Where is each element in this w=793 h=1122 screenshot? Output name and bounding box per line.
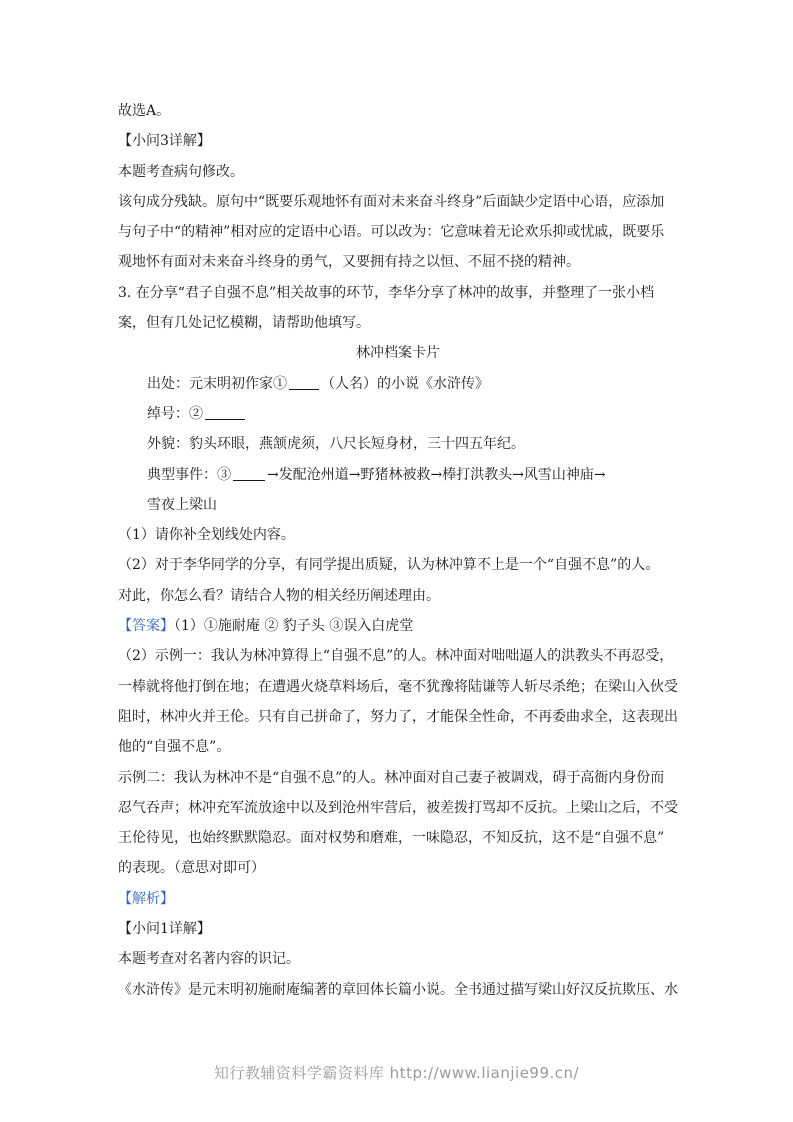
sub-question: （2）对于李华同学的分享，有同学提出质疑，认为林冲算不上是一个“自强不息”的人。	[118, 557, 660, 574]
card-source: 出处：元末明初作家① （人名）的小说《水浒传》	[147, 375, 489, 392]
text-line: 本题考查对名著内容的识记。	[118, 951, 300, 968]
text-line: 《水浒传》是元末明初施耐庵编著的章回体长篇小说。全书通过描写梁山好汉反抗欺压、水	[118, 981, 678, 998]
card-events: 典型事件：③ →发配沧州道→野猪林被救→棒打洪教头→风雪山神庙→	[147, 466, 606, 483]
answer-line: 【答案】（1）①施耐庵 ② 豹子头 ③误入白虎堂	[118, 618, 414, 635]
sub-question: （1）请你补全划线处内容。	[118, 527, 295, 544]
answer-text: 忍气吞声；林冲充军流放途中以及到沧州牢营后，被差拨打骂却不反抗。上梁山之后，不受	[118, 799, 678, 816]
text-line: 观地怀有面对未来奋斗终身的勇气，又要拥有持之以恒、不屈不挠的精神。	[118, 254, 580, 271]
answer-text: 阻时，林冲火并王伦。只有自己拼命了，努力了，才能保全性命，不再委曲求全，这表现出	[118, 708, 678, 725]
answer-text: 王伦待见，也始终默默隐忍。面对权势和磨难，一味隐忍，不知反抗，这不是“自强不息”	[118, 830, 665, 847]
card-appearance: 外貌：豹头环眼，燕颔虎须，八尺长短身材，三十四五年纪。	[147, 436, 525, 453]
question-stem: 案，但有几处记忆模糊，请帮助他填写。	[118, 315, 370, 332]
answer-text: 他的“自强不息”。	[118, 739, 231, 756]
card-nickname: 绰号：②	[118, 399, 678, 429]
card-title: 林冲档案卡片	[356, 345, 440, 362]
text-line: 与句子中“的精神”相对应的定语中心语。可以改为：它意味着无论欢乐抑或忧戚，既要乐	[118, 224, 665, 241]
fill-blank-2	[205, 405, 245, 420]
fill-blank-3	[233, 466, 265, 481]
sub-question: 对此，你怎么看？请结合人物的相关经历阐述理由。	[118, 587, 440, 604]
subsection-heading: 【小问3详解】	[118, 133, 211, 150]
answer-text: （2）示例一：我认为林冲算得上“自强不息”的人。林冲面对咄咄逼人的洪教头不再忍受，	[118, 648, 674, 665]
footer-watermark: 知行教辅资料学霸资料库 http://www.lianjie99.cn/	[213, 1064, 580, 1082]
document-body	[118, 96, 678, 1005]
subsection-heading: 【小问1详解】	[118, 921, 211, 938]
text-line: 该句成分残缺。原句中“既要乐观地怀有面对未来奋斗终身”后面缺少定语中心语，应添加	[118, 193, 665, 210]
answer-text: 一棒就将他打倒在地；在遭遇火烧草料场后，毫不犹豫将陆谦等人斩尽杀绝；在梁山入伙受	[118, 678, 678, 695]
answer-tag: 【答案】	[118, 618, 174, 635]
question-stem: 3. 在分享“君子自强不息”相关故事的环节，李华分享了林冲的故事，并整理了一张小档	[118, 284, 655, 301]
text-line: 本题考查病句修改。	[118, 163, 244, 180]
answer-text: 的表现。（意思对即可）	[118, 860, 265, 877]
answer-text: 示例二：我认为林冲不是“自强不息”的人。林冲面对自己妻子被调戏，碍于高衙内身份而	[118, 769, 665, 786]
analysis-tag: 【解析】	[118, 890, 174, 907]
card-events-cont: 雪夜上梁山	[147, 496, 217, 513]
text-line: 故选A。	[118, 103, 171, 119]
fill-blank-1	[289, 375, 319, 390]
